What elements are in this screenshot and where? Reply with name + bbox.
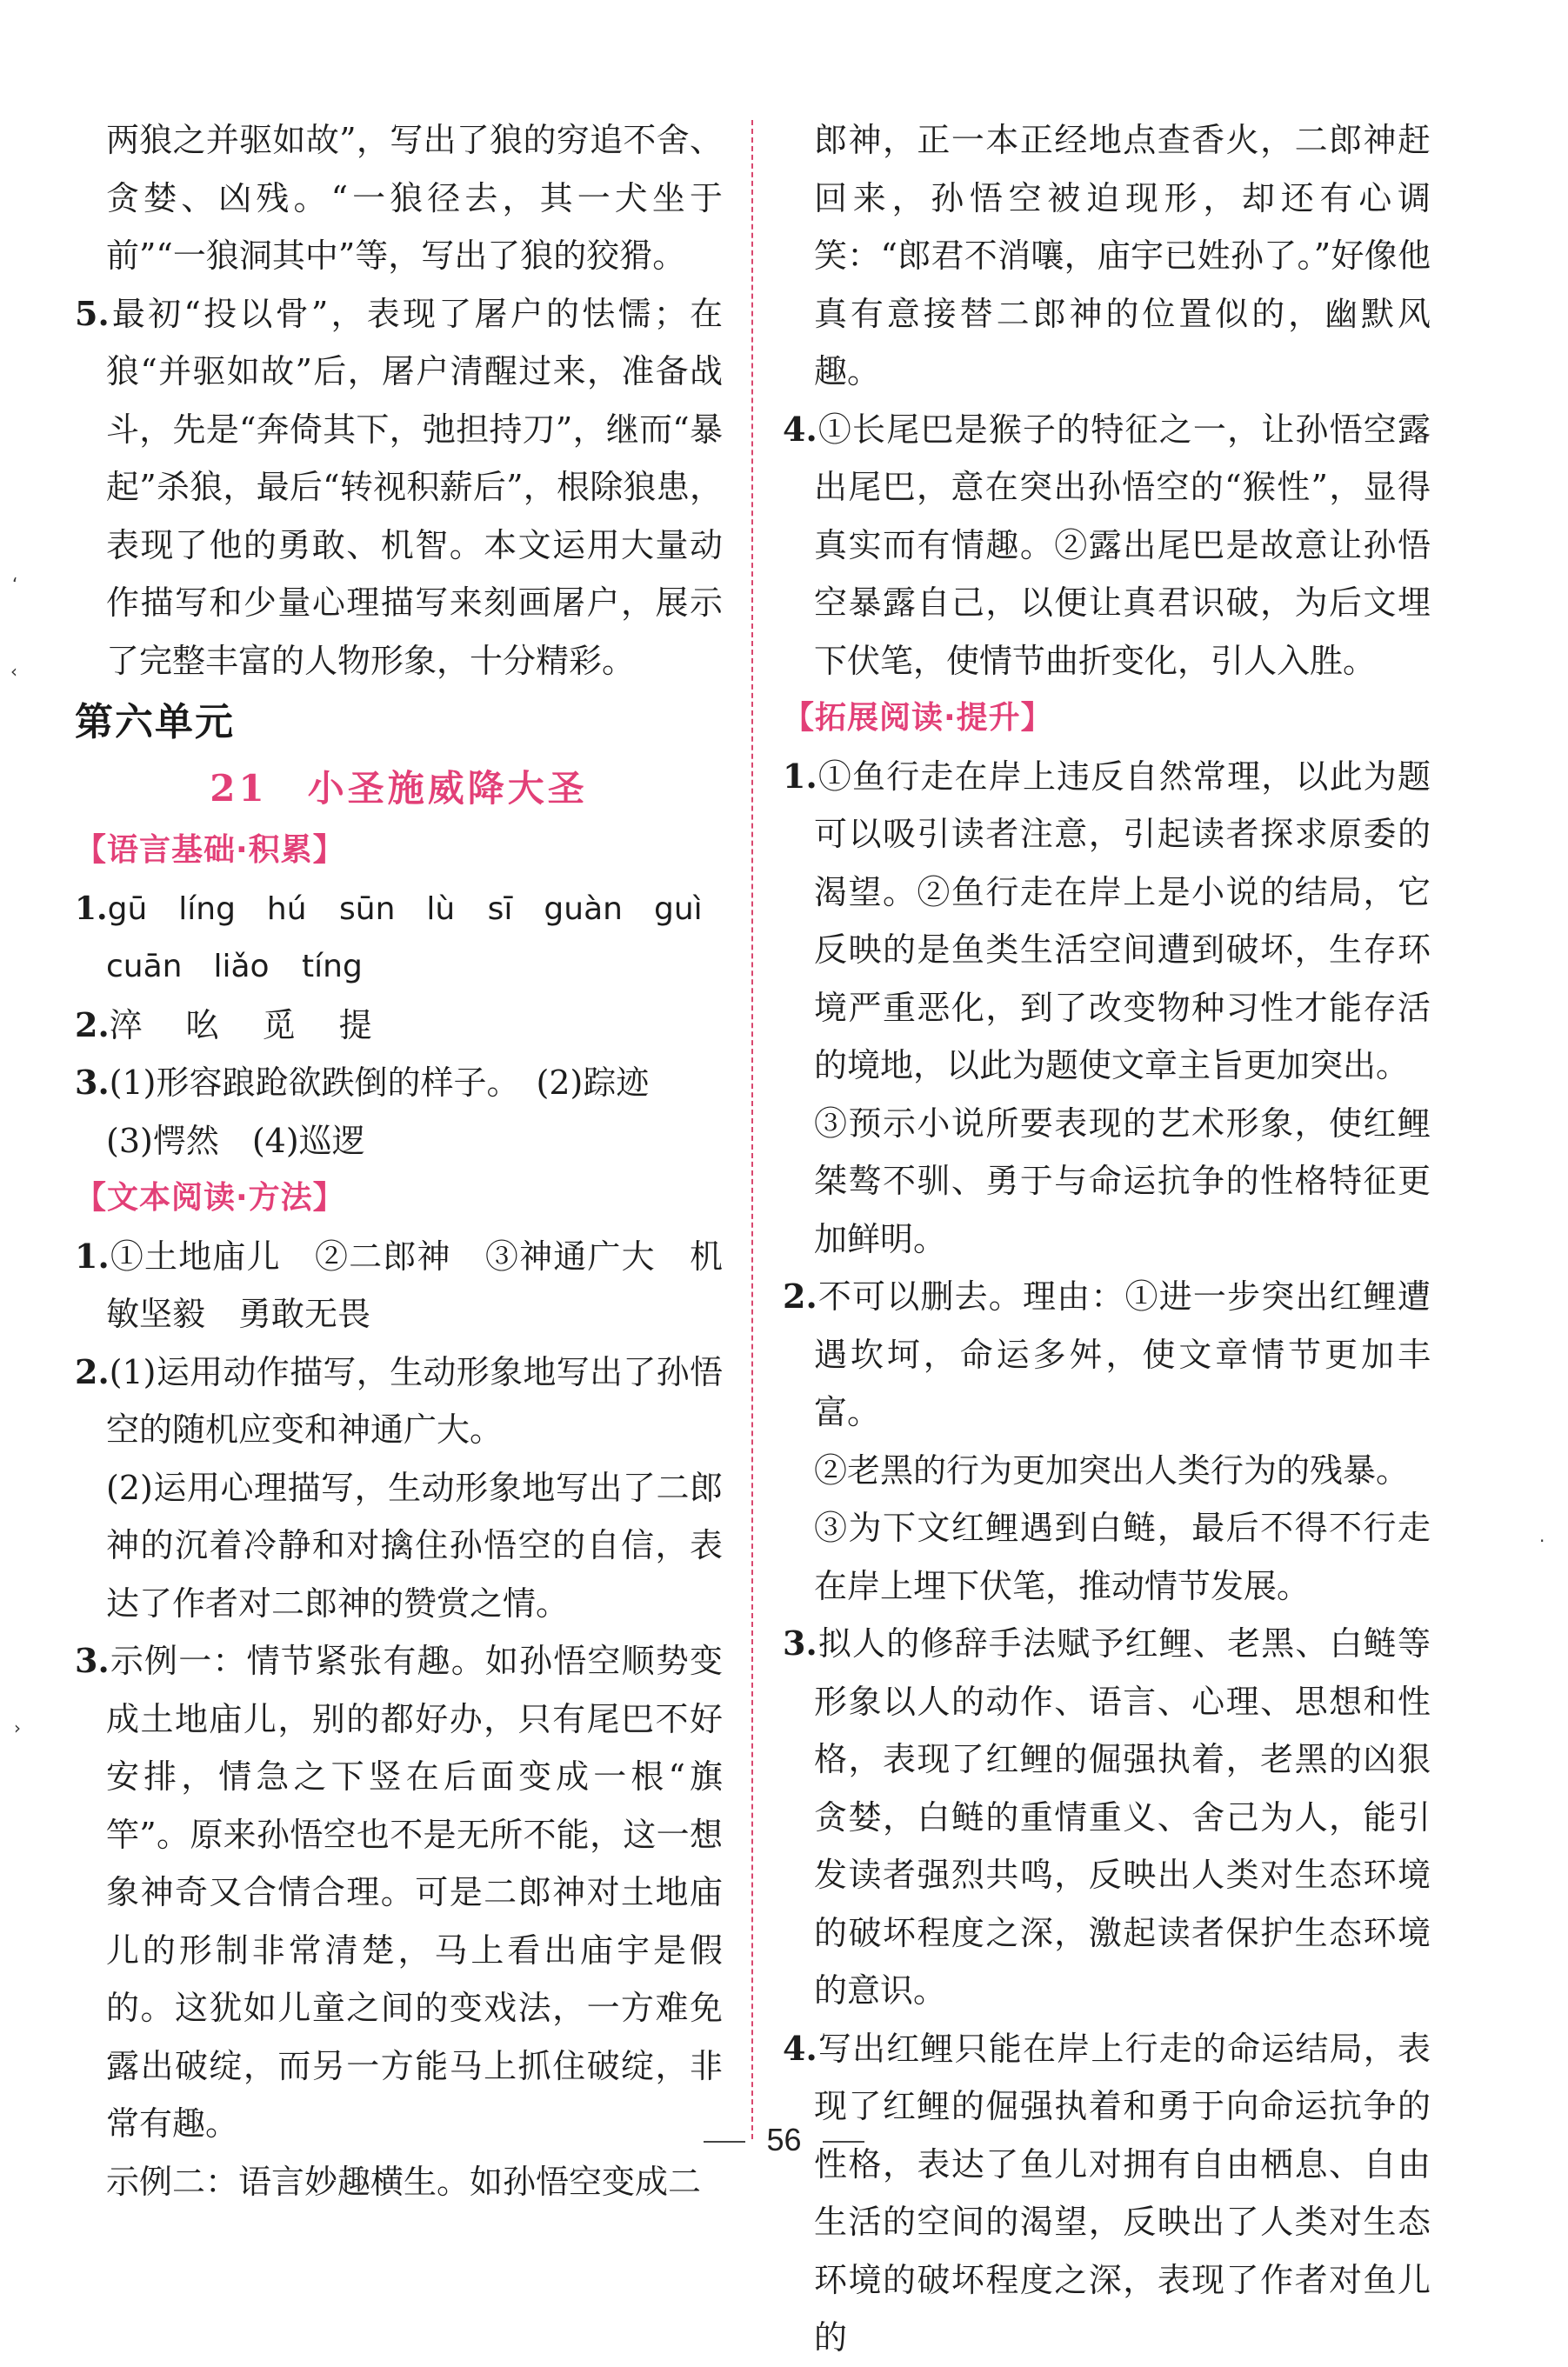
page-footer	[0, 2122, 1568, 2158]
answer-item-e1	[783, 748, 1431, 1095]
pinyin-line-1: gū líng hú sūn lù sī guàn guì	[107, 890, 703, 927]
left-column	[75, 111, 723, 2210]
paragraph-continued: 两狼之并驱如故”，写出了狼的穷追不舍、贪婪、凶残。“一狼径去，其一犬坐于前”“一狼洞其中”等，写出了狼的狡猾。	[106, 121, 723, 275]
scan-speck: ›	[14, 1717, 21, 1738]
item-text: ①土地庙儿 ②二郎神 ③神通广大 机敏坚毅 勇敢无畏	[106, 1237, 723, 1333]
item-text: ①鱼行走在岸上违反自然常理，以此为题可以吸引读者注意，引起读者探求原委的渴望。②鱼行走在岸上是小说的结局，它反映的是鱼类生活空间遭到破坏，生存环境严重恶化，到了改变物种习性才能存活的境地，以此为题使文章主旨更加突出。	[814, 757, 1431, 1084]
page-number: 56	[766, 2122, 802, 2157]
item-number: 1.	[75, 890, 108, 927]
item-number: 2.	[75, 1351, 110, 1391]
item-text: (1)形容踉跄欲跌倒的样子。 (2)踪迹	[109, 1063, 650, 1102]
footer-dash-right	[823, 2141, 864, 2143]
item-text: (1)运用动作描写，生动形象地写出了孙悟空的随机应变和神通广大。	[106, 1352, 723, 1449]
item-number: 4.	[783, 2028, 817, 2068]
scan-speck: ‘	[12, 574, 18, 595]
item-text: 淬 吆 觅 提	[109, 1005, 377, 1044]
item-number: 1.	[783, 756, 817, 796]
right-column	[783, 111, 1431, 2367]
section-heading-basics: 【语言基础·积累】	[75, 832, 345, 868]
item-text-part-2: 示例二：语言妙趣横生。如孙悟空变成二	[106, 2162, 702, 2201]
item-number: 3.	[75, 1641, 110, 1680]
item-number: 1.	[75, 1236, 110, 1276]
answer-item-t1	[75, 1228, 723, 1344]
item-number: 2.	[783, 1277, 817, 1316]
section-heading-reading: 【文本阅读·方法】	[75, 1180, 345, 1216]
lesson-title: 21 小圣施威降大圣	[210, 767, 588, 810]
answer-item-b3	[75, 1054, 723, 1112]
answer-item-5	[75, 285, 723, 690]
answer-item-t3	[75, 1632, 723, 2153]
item-text-part-2: ②老黑的行为更加突出人类行为的残暴。	[814, 1450, 1410, 1490]
unit-title: 第六单元	[75, 700, 235, 744]
item-text-line-2: (3)愕然 (4)巡逻	[106, 1121, 365, 1160]
answer-item-b2	[75, 997, 723, 1055]
paragraph-continued: 郎神，正一本正经地点查香火，二郎神赶回来，孙悟空被迫现形，却还有心调笑：“郎君不消嚷，庙宇已姓孙了。”好像他真有意接替二郎神的位置似的，幽默风趣。	[814, 121, 1431, 390]
item-number: 3.	[783, 1624, 817, 1663]
item-text-part-3: ③为下文红鲤遇到白鲢，最后不得不行走在岸上埋下伏笔，推动情节发展。	[814, 1509, 1431, 1605]
item-text: ①长尾巴是猴子的特征之一，让孙悟空露出尾巴，意在突出孙悟空的“猴性”，显得真实而有情趣。②露出尾巴是故意让孙悟空暴露自己，以便让真君识破，为后文埋下伏笔，使情节曲折变化，引人入胜。	[814, 410, 1431, 680]
answer-item-e2	[783, 1268, 1431, 1442]
column-divider	[751, 120, 753, 2139]
item-text-part-2: (2)运用心理描写，生动形象地写出了二郎神的沉着冷静和对擒住孙悟空的自信，表达了作者对二郎神的赞赏之情。	[106, 1468, 723, 1623]
item-text: 写出红鲤只能在岸上行走的命运结局，表现了红鲤的倔强执着和勇于向命运抗争的性格，表达了鱼儿对拥有自由栖息、自由生活的空间的渴望，反映出了人类对生态环境的破坏程度之深，表现了作者对鱼儿的	[814, 2029, 1431, 2357]
item-text-part-2: ③预示小说所要表现的艺术形象，使红鲤桀骜不驯、勇于与命运抗争的性格特征更加鲜明。	[814, 1103, 1431, 1258]
item-number: 5.	[75, 293, 110, 333]
scan-speck: ‹	[10, 661, 17, 682]
scan-speck: ·	[1539, 1530, 1545, 1551]
item-number: 2.	[75, 1004, 110, 1044]
item-text: 不可以删去。理由：①进一步突出红鲤遭遇坎坷，命运多舛，使文章情节更加丰富。	[814, 1277, 1431, 1431]
item-number: 4.	[783, 409, 817, 449]
answer-item-e4	[783, 2020, 1431, 2367]
answer-item-4	[783, 401, 1431, 690]
footer-dash-left	[704, 2141, 745, 2143]
item-number: 3.	[75, 1063, 110, 1102]
answer-item-b1	[75, 880, 723, 939]
item-text: 最初“投以骨”，表现了屠户的怯懦；在狼“并驱如故”后，屠户清醒过来，准备战斗，先是“奔倚其下，弛担持刀”，继而“暴起”杀狼，最后“转视积薪后”，根除狼患，表现了他的勇敢、机智。本文运用大量动作描写和少量心理描写来刻画屠户，展示了完整丰富的人物形象，十分精彩。	[106, 294, 723, 680]
section-heading-extension: 【拓展阅读·提升】	[783, 700, 1053, 736]
answer-item-t2	[75, 1344, 723, 1459]
answer-item-e3	[783, 1615, 1431, 2020]
item-text: 示例一：情节紧张有趣。如孙悟空顺势变成土地庙儿，别的都好办，只有尾巴不好安排，情急之下竖在后面变成一根“旗竿”。原来孙悟空也不是无所不能，这一想象神奇又合情合理。可是二郎神对土地庙儿的形制非常清楚，马上看出庙宇是假的。这犹如儿童之间的变戏法，一方难免露出破绽，而另一方能马上抓住破绽，非常有趣。	[106, 1642, 723, 2143]
pinyin-line-2: cuān liǎo tíng	[106, 949, 363, 984]
item-text: 拟人的修辞手法赋予红鲤、老黑、白鲢等形象以人的动作、语言、心理、思想和性格，表现了红鲤的倔强执着，老黑的凶狠贪婪，白鲢的重情重义、舍己为人，能引发读者强烈共鸣，反映出人类对生态环境的破坏程度之深，激起读者保护生态环境的意识。	[814, 1624, 1431, 2010]
